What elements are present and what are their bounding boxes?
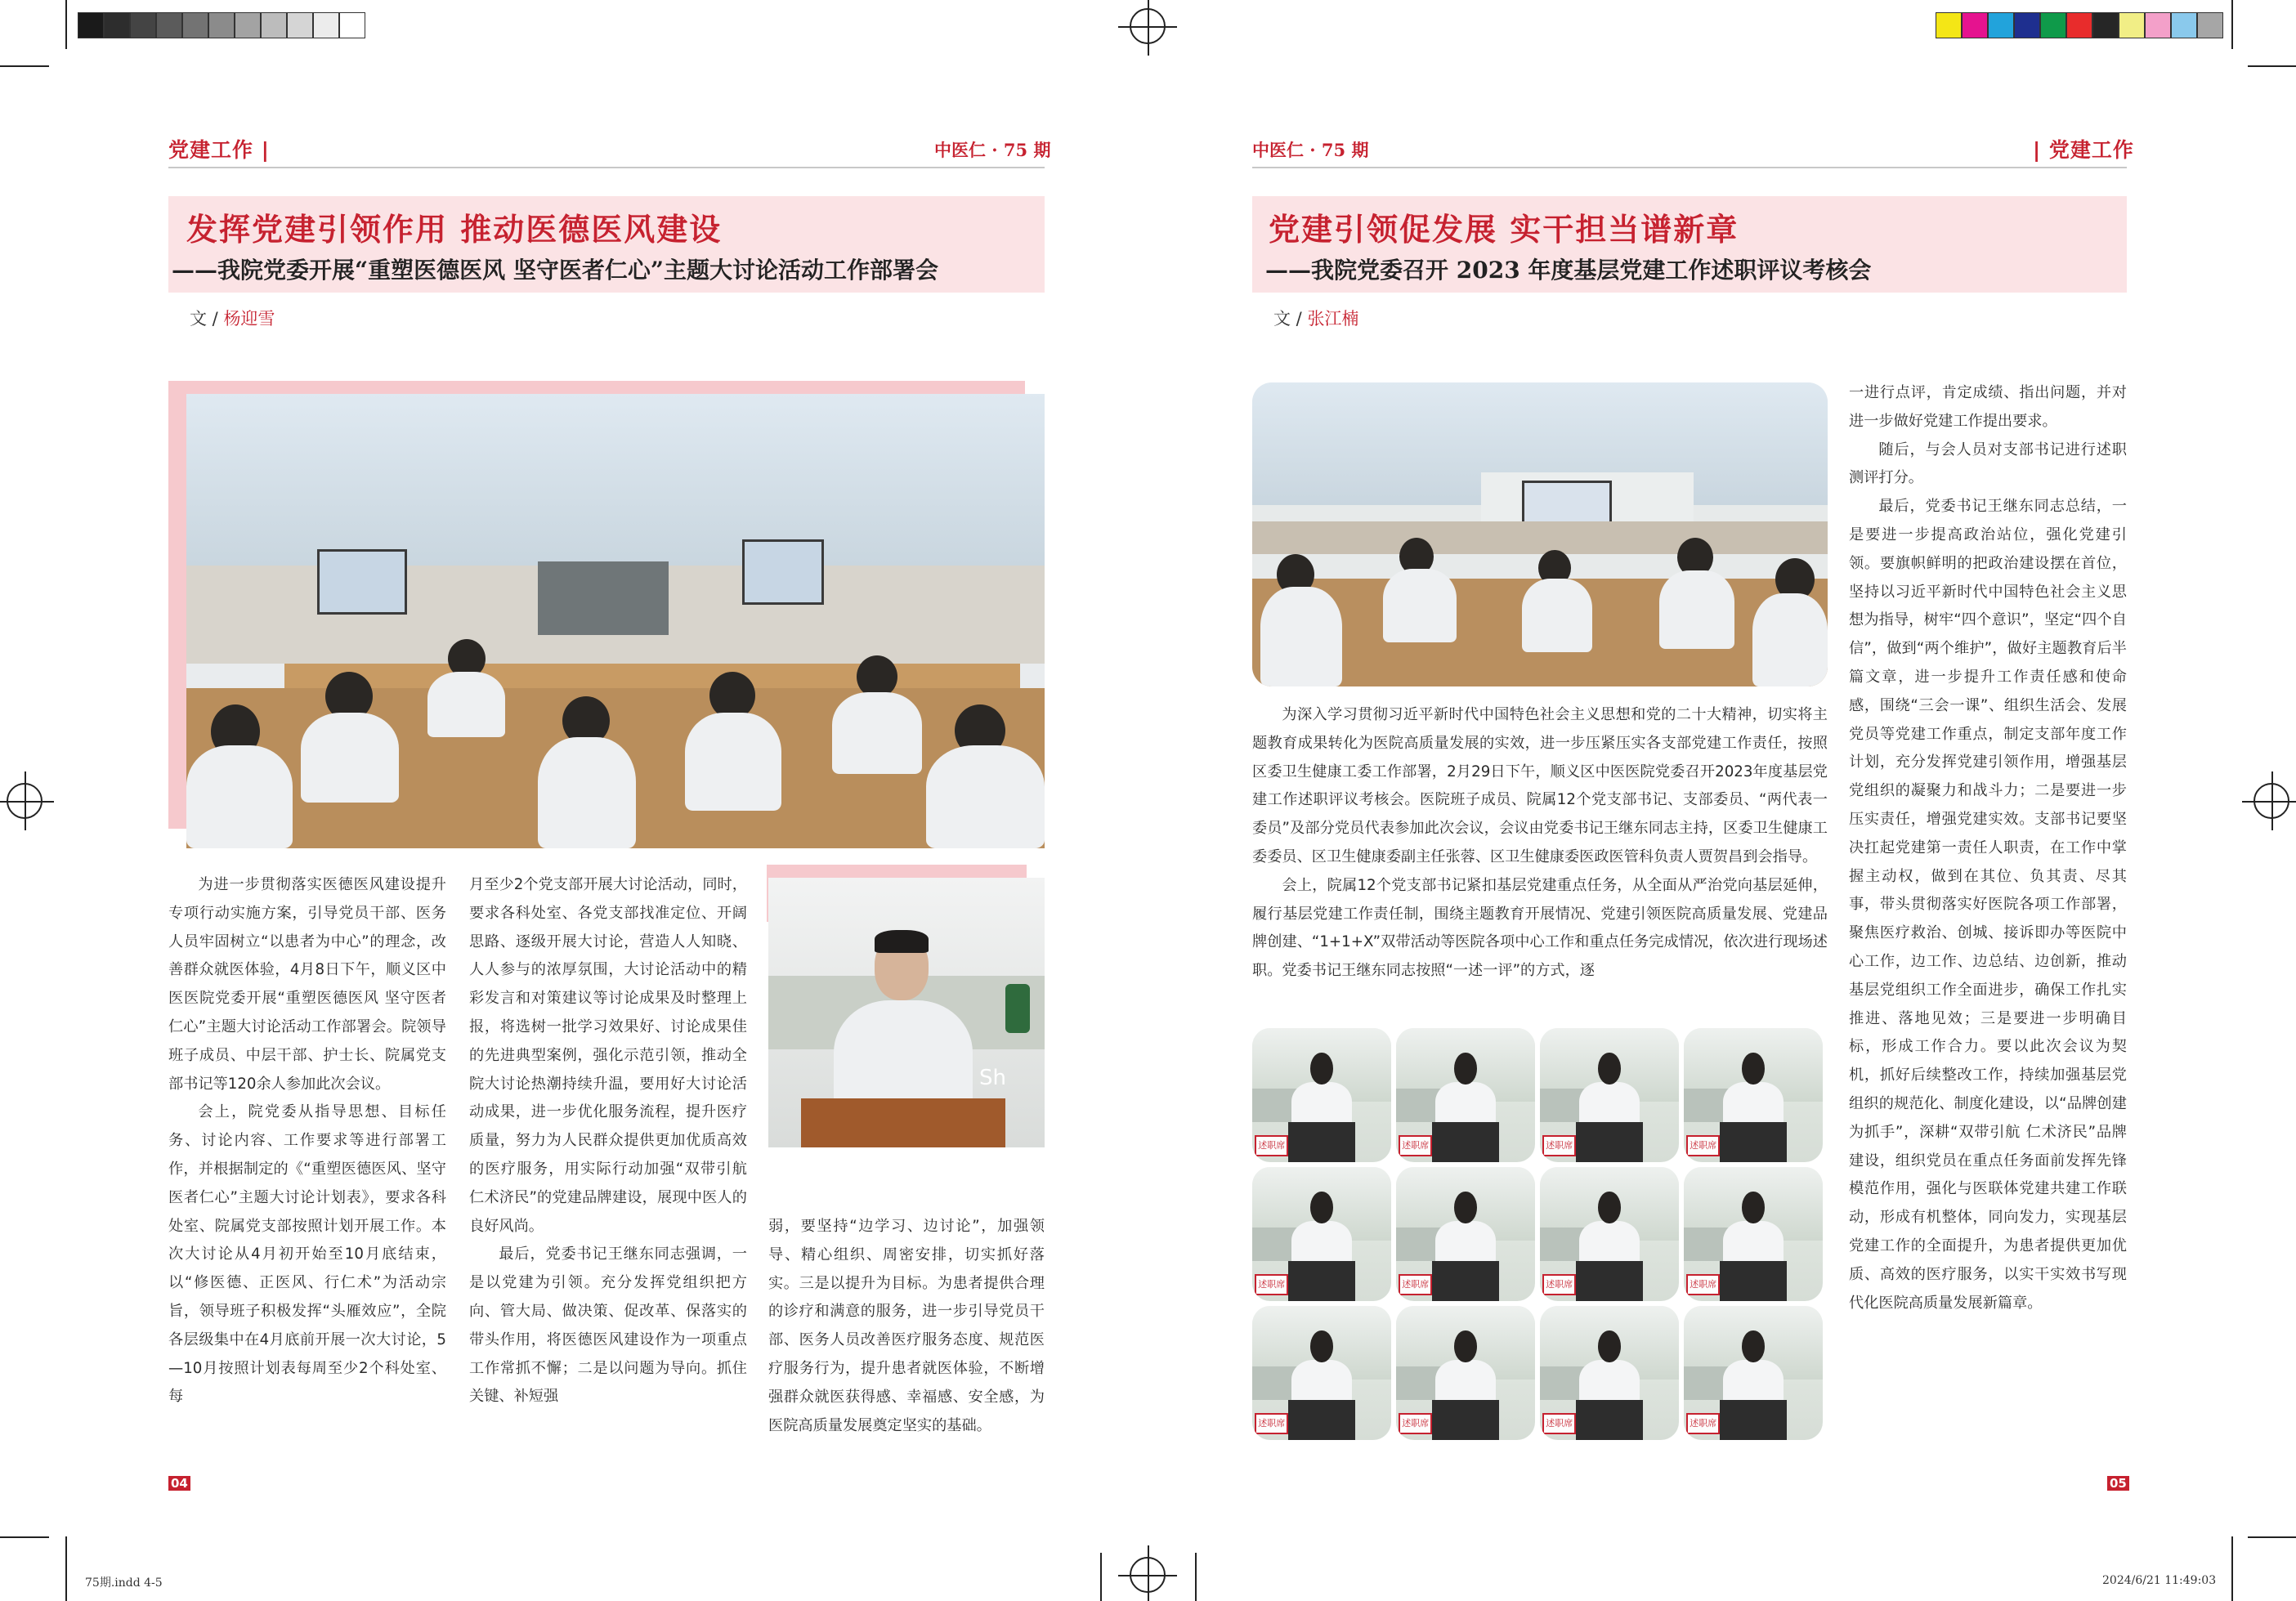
body-column-1	[168, 871, 446, 1468]
crop-mark	[0, 1536, 49, 1538]
color-swatch	[104, 12, 130, 38]
color-swatch	[287, 12, 313, 38]
page-number: 04	[168, 1476, 190, 1491]
name-sign: 述职席	[1686, 1413, 1720, 1434]
paragraph: 一进行点评，肯定成绩、指出问题，并对进一步做好党建工作提出要求。	[1849, 384, 2127, 430]
name-sign: 述职席	[1686, 1135, 1720, 1156]
color-swatch	[2092, 12, 2119, 38]
speaker-tile	[1684, 1167, 1823, 1301]
speaker-tile	[1252, 1028, 1391, 1162]
issue-label: 中医仁 · 75 期	[934, 140, 1051, 160]
speaker-tile	[1684, 1306, 1823, 1440]
registration-mark-icon	[7, 783, 43, 819]
section-label: 党建工作 |	[168, 138, 270, 162]
byline	[1273, 306, 1358, 330]
body-column-side	[1849, 379, 2127, 1442]
file-slug: 75期.indd 4-5	[85, 1576, 163, 1590]
byline-prefix: 文 /	[190, 309, 224, 329]
color-swatch	[2014, 12, 2040, 38]
crop-mark	[1195, 1553, 1197, 1601]
byline-author: 杨迎雪	[223, 309, 275, 329]
crop-mark	[2231, 1536, 2233, 1601]
crop-mark	[65, 0, 67, 49]
meeting-hall-photo	[186, 394, 1045, 848]
speaker-tile	[1396, 1167, 1535, 1301]
crop-mark	[65, 1536, 67, 1601]
name-sign: 述职席	[1255, 1274, 1288, 1295]
name-sign: 述职席	[1255, 1135, 1288, 1156]
registration-mark-icon	[1130, 8, 1166, 44]
color-swatch-strip	[1936, 12, 2223, 38]
article-title: 发挥党建引领作用 推动医德医风建设	[186, 211, 723, 248]
header-rule	[168, 167, 1045, 168]
speaker-tile	[1540, 1028, 1679, 1162]
meeting-room-photo	[1252, 382, 1828, 686]
speaker-tile	[1396, 1306, 1535, 1440]
speaker-tile	[1252, 1167, 1391, 1301]
color-swatch	[1988, 12, 2014, 38]
registration-mark-icon	[1130, 1557, 1166, 1593]
header-rule	[1252, 167, 2127, 168]
color-swatch	[339, 12, 365, 38]
photo-wall-text: Sh	[979, 1066, 1006, 1090]
color-swatch	[2171, 12, 2197, 38]
paragraph: 会上，院党委从指导思想、目标任务、讨论内容、工作要求等进行部署工作，并根据制定的《“重塑医德医风、坚守医者仁心”主题大讨论计划表》，要求各科处室、院属党支部按照计划开展工作。本次大讨论从4月初开始至10月底结束，以“修医德、正医风、行仁术”为活动宗旨，领导班子积极发挥“头雁效应”，全院各层级集中在4月底前开展一次大讨论，5—10月按照计划表每周至少2个科处室、每	[168, 1103, 446, 1406]
speaker-tile	[1540, 1306, 1679, 1440]
article-subtitle: ——我院党委召开 2023 年度基层党建工作述职评议考核会	[1265, 257, 1872, 284]
paragraph: 为深入学习贯彻习近平新时代中国特色社会主义思想和党的二十大精神，切实将主题教育成果转化为医院高质量发展的实效，进一步压紧压实各支部党建工作责任，按照区委卫生健康工委工作部署，2月29日下午，顺义区中医医院党委召开2023年度基层党建工作述职评议考核会。医院班子成员、院属12个党支部书记、支部委员、“两代表一委员”及部分党员代表参加此次会议，会议由党委书记王继东同志主持，区委卫生健康工委委员、区卫生健康委副主任张蓉、区卫生健康委医政医管科负责人贾贺昌到会指导。	[1252, 706, 1828, 865]
crop-mark	[2231, 0, 2233, 49]
color-swatch	[261, 12, 287, 38]
crop-mark	[2248, 65, 2296, 67]
color-swatch	[235, 12, 261, 38]
crop-mark	[1100, 1553, 1102, 1601]
name-sign: 述职席	[1399, 1413, 1432, 1434]
color-swatch	[182, 12, 208, 38]
speaker-tile	[1540, 1167, 1679, 1301]
color-swatch	[2197, 12, 2223, 38]
color-swatch	[1962, 12, 1988, 38]
name-sign: 述职席	[1255, 1413, 1288, 1434]
paragraph: 会上，院属12个党支部书记紧扣基层党建重点任务，从全面从严治党向基层延伸，履行基层党建工作责任制，围绕主题教育开展情况、党建引领医院高质量发展、党建品牌创建、“1+1+X”双带活动等医院各项中心工作和重点任务完成情况，依次进行现场述职。党委书记王继东同志按照“一述一评”的方式，逐	[1252, 876, 1828, 980]
color-swatch	[2040, 12, 2066, 38]
color-swatch	[2145, 12, 2171, 38]
paragraph: 最后，党委书记王继东同志总结，一是要进一步提高政治站位，强化党建引领。要旗帜鲜明的把政治建设摆在首位，坚持以习近平新时代中国特色社会主义思想为指导，树牢“四个意识”，坚定“四个自信”，做到“两个维护”，做好主题教育后半篇文章，进一步提升工作责任感和使命感，围绕“三会一课”、组织生活会、发展党员等党建工作重点，制定支部年度工作计划，充分发挥党建引领作用，增强基层党组织的凝聚力和战斗力；二是要进一步压实责任，增强党建实效。支部书记要坚决扛起党建第一责任人职责，在工作中掌握主动权，做到在其位、负其责、尽其事，带头贯彻落实好医院各项工作部署，聚焦医疗救治、创城、接诉即办等医院中心工作，边工作、边总结、边创新，推动基层党组织工作全面进步，确保工作扎实推进、落地见效；三是要进一步明确目标，形成工作合力。要以此次会议为契机，抓好后续整改工作，持续加强基层党组织的规范化、制度化建设，以“品牌创建为抓手”，深耕“双带引航 仁术济民”品牌建设，组织党员在重点任务面前发挥先锋模范作用，强化与医联体党建共建工作联动，形成有机整体，同向发力，实现基层党建工作的全面提升，为患者提供更加优质、高效的医疗服务，以实干实效书写现代化医院高质量发展新篇章。	[1849, 498, 2127, 1312]
paragraph: 弱，要坚持“边学习、边讨论”，加强领导、精心组织、周密安排，切实抓好落实。三是以提升为目标。为患者提供合理的诊疗和满意的服务，进一步引导党员干部、医务人员改善医疗服务态度、规范医疗服务行为，提升患者就医体验，不断增强群众就医获得感、幸福感、安全感，为医院高质量发展奠定坚实的基础。	[768, 1218, 1045, 1434]
paragraph: 为进一步贯彻落实医德医风建设提升专项行动实施方案，引导党员干部、医务人员牢固树立“以患者为中心”的理念，改善群众就医体验，4月8日下午，顺义区中医医院党委开展“重塑医德医风 坚守医者仁心”主题大讨论活动工作部署会。院领导班子成员、中层干部、护士长、院属党支部书记等120余人参加此次会议。	[168, 876, 446, 1093]
body-intro	[1252, 701, 1828, 1025]
color-swatch	[208, 12, 235, 38]
color-swatch	[2066, 12, 2092, 38]
body-column-2	[469, 871, 747, 1468]
registration-mark-icon	[2253, 783, 2289, 819]
time-stamp: 2024/6/21 11:49:03	[2102, 1574, 2217, 1587]
name-sign: 述职席	[1542, 1274, 1576, 1295]
crop-mark	[0, 65, 49, 67]
byline-author: 张江楠	[1307, 309, 1359, 329]
color-swatch	[2119, 12, 2145, 38]
name-sign: 述职席	[1542, 1413, 1576, 1434]
speaker-tile	[1684, 1028, 1823, 1162]
name-sign: 述职席	[1686, 1274, 1720, 1295]
color-swatch	[130, 12, 156, 38]
paragraph: 最后，党委书记王继东同志强调，一是以党建为引领。充分发挥党组织把方向、管大局、做决策、促改革、保落实的带头作用，将医德医风建设作为一项重点工作常抓不懈；二是以问题为导向。抓住关键、补短强	[469, 1245, 747, 1406]
crop-mark	[2248, 1536, 2296, 1538]
name-sign: 述职席	[1399, 1274, 1432, 1295]
color-swatch	[1936, 12, 1962, 38]
article-title: 党建引领促发展 实干担当谱新章	[1269, 211, 1739, 248]
color-swatch	[156, 12, 182, 38]
grayscale-swatch-strip	[78, 12, 365, 38]
section-label: | 党建工作	[2033, 138, 2134, 162]
color-swatch	[78, 12, 104, 38]
issue-label: 中医仁 · 75 期	[1252, 140, 1369, 160]
byline	[190, 306, 275, 330]
page-number: 05	[2107, 1476, 2129, 1491]
speaker-photo	[768, 878, 1045, 1147]
speaker-tile	[1396, 1028, 1535, 1162]
paragraph: 月至少2个党支部开展大讨论活动，同时，要求各科处室、各党支部找准定位、开阔思路、逐级开展大讨论，营造人人知晓、人人参与的浓厚氛围，大讨论活动中的精彩发言和对策建议等讨论成果及时整理上报，将选树一批学习效果好、讨论成果佳的先进典型案例，强化示范引领，推动全院大讨论热潮持续升温，要用好大讨论活动成果，进一步优化服务流程，提升医疗质量，努力为人民群众提供更加优质高效的医疗服务，用实际行动加强“双带引航 仁术济民”的党建品牌建设，展现中医人的良好风尚。	[469, 876, 747, 1235]
name-sign: 述职席	[1399, 1135, 1432, 1156]
paragraph: 随后，与会人员对支部书记进行述职测评打分。	[1849, 440, 2127, 487]
body-column-3	[768, 1213, 1045, 1468]
article-subtitle: ——我院党委开展“重塑医德医风 坚守医者仁心”主题大讨论活动工作部署会	[172, 257, 938, 284]
color-swatch	[313, 12, 339, 38]
name-sign: 述职席	[1542, 1135, 1576, 1156]
byline-prefix: 文 /	[1273, 309, 1308, 329]
speaker-tile	[1252, 1306, 1391, 1440]
